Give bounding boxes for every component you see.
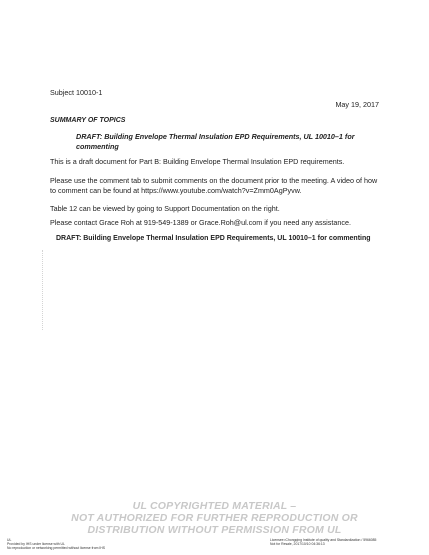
- draft-title: DRAFT: Building Envelope Thermal Insulation EPD Requirements, UL 10010–1 for commenting: [76, 132, 355, 151]
- margin-marks: [42, 250, 45, 330]
- document-date: May 19, 2017: [335, 100, 379, 109]
- draft-title-bottom: DRAFT: Building Envelope Thermal Insulation EPD Requirements, UL 10010–1 for commenting: [56, 235, 371, 242]
- watermark-line-3: DISTRIBUTION WITHOUT PERMISSION FROM UL: [87, 524, 342, 536]
- watermark-line-2: NOT AUTHORIZED FOR FURTHER REPRODUCTION OR: [71, 512, 358, 524]
- footer-left-line: Provided by IHS under license with UL: [7, 542, 65, 546]
- paragraph-table-note: Table 12 can be viewed by going to Support Documentation on the right.: [50, 204, 280, 213]
- paragraph-intro: This is a draft document for Part B: Building Envelope Thermal Insulation EPD requirements.: [50, 157, 345, 166]
- summary-heading: SUMMARY OF TOPICS: [50, 117, 126, 124]
- footer-left: [7, 538, 105, 550]
- footer-right-line: Licensee=Chongqing Institute of quality and Standardization / 5966085: [270, 538, 377, 542]
- paragraph-comment-instructions: Please use the comment tab to submit comments on the document prior to the meeting. A video of how to comment can be found at https://www.youtube.com/watch?v=Zmm0AgPyvw.: [50, 176, 378, 195]
- footer-right-line: Not for Resale, 2017/10/10 04:36:13: [270, 542, 325, 546]
- watermark-line-1: UL COPYRIGHTED MATERIAL –: [132, 500, 297, 512]
- copyright-watermark: [0, 500, 429, 536]
- footer-left-line: No reproduction or networking permitted without license from IHS: [7, 546, 105, 550]
- subject-line: Subject 10010-1: [50, 88, 103, 97]
- footer-right: [270, 538, 376, 546]
- paragraph-contact: Please contact Grace Roh at 919-549-1389 or Grace.Roh@ul.com if you need any assistance.: [50, 218, 351, 227]
- footer-left-line: UL: [7, 538, 12, 542]
